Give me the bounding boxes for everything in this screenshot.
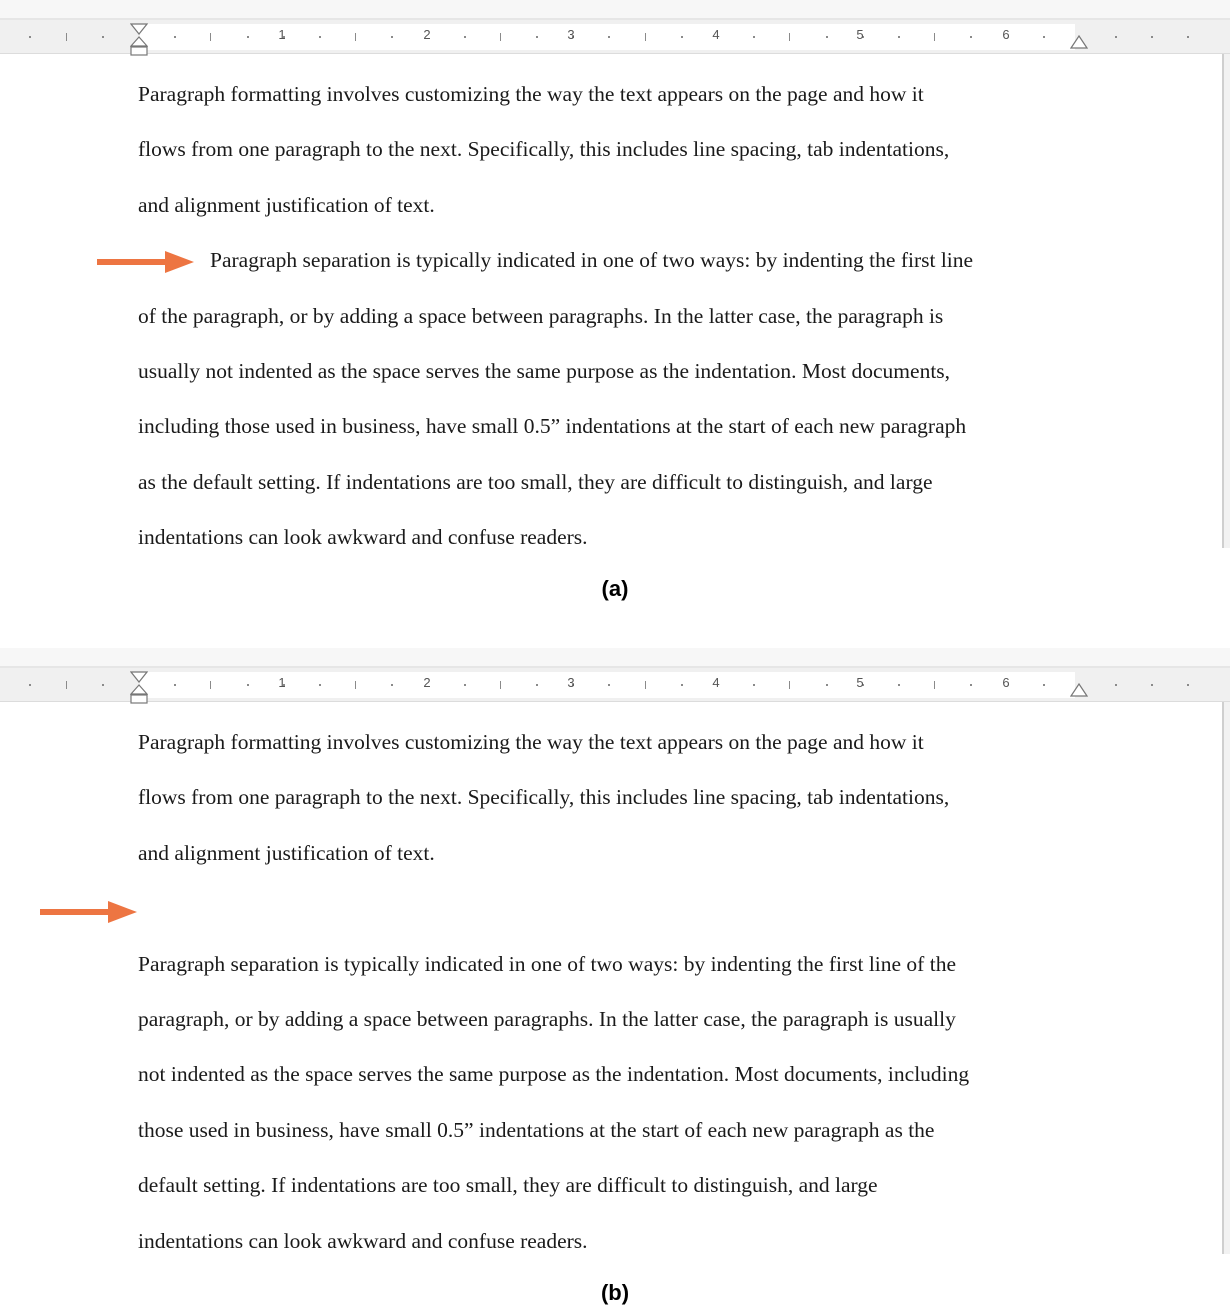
ruler-tick: [66, 33, 67, 41]
text-line: default setting. If indentations are too small, they are difficult to distinguish, and large: [138, 1173, 878, 1197]
ruler-tick: [681, 684, 683, 686]
ruler-tick: [934, 681, 935, 689]
ruler-number: 1: [278, 27, 286, 42]
text-line: flows from one paragraph to the next. Specifically, this includes line spacing, tab indentations,: [138, 785, 950, 809]
ruler-tick: [1187, 36, 1189, 38]
ruler-tick: [464, 36, 466, 38]
ruler-tick: [1115, 36, 1117, 38]
ruler-tick: [174, 36, 176, 38]
page-edge: [1222, 702, 1230, 1254]
ruler-tick: [608, 684, 610, 686]
ruler-tick: [1151, 36, 1153, 38]
ruler-tick: [174, 684, 176, 686]
ruler-tick: [789, 681, 790, 689]
toolbar-edge: [0, 648, 1230, 666]
ruler-tick: [970, 684, 972, 686]
ruler-number: 4: [712, 27, 720, 42]
ruler-number: 3: [567, 27, 575, 42]
ruler-tick: [355, 33, 356, 41]
ruler-tick: [391, 36, 393, 38]
ruler-tick: [898, 36, 900, 38]
text-line: Paragraph separation is typically indicated in one of two ways: by indenting the first line of the: [138, 952, 956, 976]
ruler-number: 6: [1002, 27, 1010, 42]
ruler-tick: [29, 684, 31, 686]
arrow-right-icon: [40, 900, 138, 924]
ruler-tick: [1151, 684, 1153, 686]
text-line: indentations can look awkward and confuse readers.: [138, 525, 588, 549]
text-line: paragraph, or by adding a space between paragraphs. In the latter case, the paragraph is usually: [138, 1007, 956, 1031]
ruler-tick: [102, 684, 104, 686]
text-line: indentations can look awkward and confuse readers.: [138, 1229, 588, 1253]
ruler-number: 4: [712, 675, 720, 690]
ruler-tick: [355, 681, 356, 689]
ruler-number: 2: [423, 27, 431, 42]
hanging-indent-marker-icon[interactable]: [130, 36, 148, 56]
ruler-tick: [536, 684, 538, 686]
text-line: those used in business, have small 0.5” indentations at the start of each new paragraph as the: [138, 1118, 935, 1142]
ruler-tick: [1043, 684, 1045, 686]
caption-a: (a): [601, 576, 629, 601]
ruler-tick: [247, 36, 249, 38]
ruler-tick: [247, 684, 249, 686]
panel-a: [0, 0, 1230, 640]
arrow-right-icon: [97, 250, 195, 274]
ruler-tick: [464, 684, 466, 686]
first-line-indent-marker-icon[interactable]: [130, 671, 148, 683]
ruler-number: 3: [567, 675, 575, 690]
ruler-number: 5: [856, 675, 864, 690]
ruler-tick: [970, 36, 972, 38]
text-line: Paragraph separation is typically indicated in one of two ways: by indenting the first line: [210, 248, 974, 272]
ruler-tick: [608, 36, 610, 38]
text-line: and alignment justification of text.: [138, 193, 435, 217]
ruler-tick: [1043, 36, 1045, 38]
ruler-tick: [753, 36, 755, 38]
text-line: as the default setting. If indentations are too small, they are difficult to distinguish, and large: [138, 470, 933, 494]
ruler-tick: [789, 33, 790, 41]
ruler-tick: [536, 36, 538, 38]
text-line: flows from one paragraph to the next. Specifically, this includes line spacing, tab indentations,: [138, 137, 950, 161]
ruler-tick: [645, 33, 646, 41]
ruler-tick: [391, 684, 393, 686]
ruler-tick: [29, 36, 31, 38]
ruler-tick: [1187, 684, 1189, 686]
ruler-tick: [681, 36, 683, 38]
ruler-tick: [1115, 684, 1117, 686]
ruler-tick: [826, 36, 828, 38]
hanging-indent-marker-icon[interactable]: [130, 684, 148, 704]
page-edge: [1222, 54, 1230, 548]
ruler-tick: [753, 684, 755, 686]
panel-b: [0, 648, 1230, 1313]
ruler-tick: [210, 33, 211, 41]
horizontal-ruler[interactable]: [0, 666, 1230, 702]
text-line: of the paragraph, or by adding a space between paragraphs. In the latter case, the paragraph is: [138, 304, 944, 328]
ruler-number: 2: [423, 675, 431, 690]
text-line: Paragraph formatting involves customizing the way the text appears on the page and how it: [138, 730, 924, 754]
right-indent-marker-icon[interactable]: [1070, 34, 1088, 50]
ruler-number: 1: [278, 675, 286, 690]
ruler-tick: [210, 681, 211, 689]
ruler-tick: [934, 33, 935, 41]
ruler-tick: [66, 681, 67, 689]
first-line-indent-marker-icon[interactable]: [130, 23, 148, 35]
text-line: including those used in business, have small 0.5” indentations at the start of each new paragraph: [138, 414, 967, 438]
right-indent-marker-icon[interactable]: [1070, 682, 1088, 698]
ruler-tick: [826, 684, 828, 686]
text-line: usually not indented as the space serves the same purpose as the indentation. Most documents,: [138, 359, 951, 383]
ruler-tick: [319, 36, 321, 38]
ruler-tick: [898, 684, 900, 686]
horizontal-ruler[interactable]: [0, 18, 1230, 54]
toolbar-edge: [0, 0, 1230, 18]
ruler-number: 6: [1002, 675, 1010, 690]
ruler-tick: [102, 36, 104, 38]
caption-b: (b): [600, 1280, 630, 1305]
ruler-tick: [645, 681, 646, 689]
text-line: Paragraph formatting involves customizing the way the text appears on the page and how it: [138, 82, 924, 106]
ruler-tick: [319, 684, 321, 686]
ruler-tick: [500, 681, 501, 689]
text-line: and alignment justification of text.: [138, 841, 435, 865]
text-line: not indented as the space serves the same purpose as the indentation. Most documents, including: [138, 1062, 970, 1086]
ruler-tick: [500, 33, 501, 41]
ruler-number: 5: [856, 27, 864, 42]
